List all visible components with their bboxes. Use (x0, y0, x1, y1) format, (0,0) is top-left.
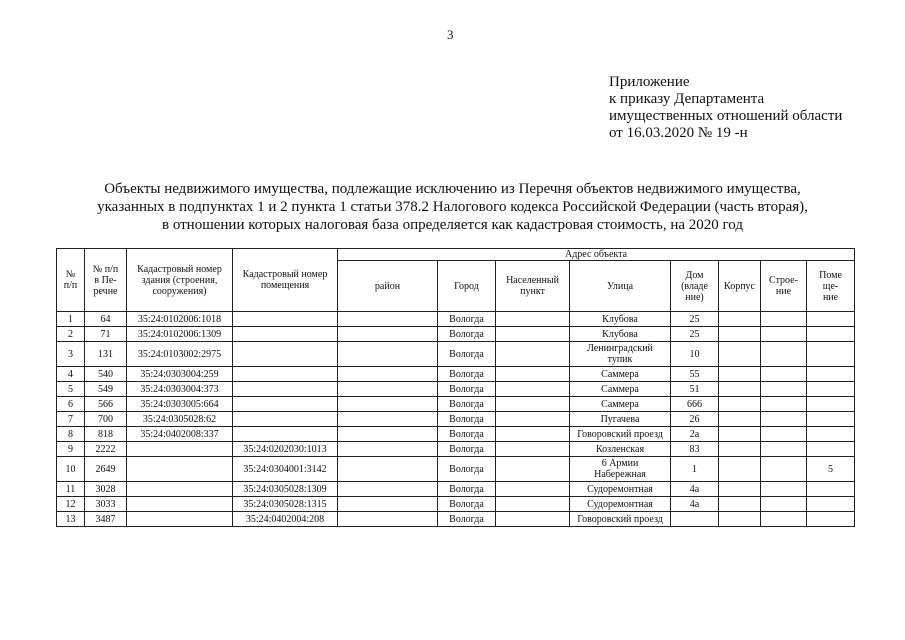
cell-corpus (719, 367, 761, 382)
cell-corpus (719, 412, 761, 427)
cell-list-num: 3487 (85, 512, 127, 527)
cell-structure (761, 512, 807, 527)
cell-room (807, 327, 855, 342)
cell-premises (233, 342, 338, 367)
cell-house: 55 (671, 367, 719, 382)
cell-list-num: 131 (85, 342, 127, 367)
cell-structure (761, 382, 807, 397)
cell-city: Вологда (438, 427, 496, 442)
cell-street: Говоровский проезд (570, 427, 671, 442)
cell-locality (496, 427, 570, 442)
cell-city: Вологда (438, 382, 496, 397)
cell-structure (761, 442, 807, 457)
cell-building (127, 482, 233, 497)
cell-premises (233, 397, 338, 412)
cell-city: Вологда (438, 397, 496, 412)
cell-building: 35:24:0102006:1309 (127, 327, 233, 342)
cell-district (338, 412, 438, 427)
cell-district (338, 342, 438, 367)
cell-premises: 35:24:0402004:208 (233, 512, 338, 527)
cell-district (338, 312, 438, 327)
cell-locality (496, 512, 570, 527)
cell-city: Вологда (438, 442, 496, 457)
header-district: район (338, 261, 438, 312)
cell-room (807, 482, 855, 497)
cell-building (127, 512, 233, 527)
cell-locality (496, 312, 570, 327)
cell-num: 5 (57, 382, 85, 397)
cell-building: 35:24:0303005:664 (127, 397, 233, 412)
cell-building: 35:24:0303004:373 (127, 382, 233, 397)
title-line: указанных в подпунктах 1 и 2 пункта 1 статьи 378.2 Налогового кодекса Российской Федерации (часть вторая), (97, 199, 808, 215)
cell-building: 35:24:0305028:62 (127, 412, 233, 427)
cell-num: 9 (57, 442, 85, 457)
cell-locality (496, 342, 570, 367)
cell-room (807, 512, 855, 527)
cell-house: 1 (671, 457, 719, 482)
cell-city: Вологда (438, 327, 496, 342)
cell-street: Козленская (570, 442, 671, 457)
cell-building (127, 457, 233, 482)
cell-room (807, 397, 855, 412)
header-list-num: № п/п в Пе- речне (85, 249, 127, 312)
cell-list-num: 64 (85, 312, 127, 327)
cell-corpus (719, 312, 761, 327)
cell-premises (233, 367, 338, 382)
cell-num: 6 (57, 397, 85, 412)
table-row (57, 427, 855, 442)
table-row (57, 312, 855, 327)
cell-num: 1 (57, 312, 85, 327)
cell-district (338, 367, 438, 382)
cell-list-num: 71 (85, 327, 127, 342)
cell-num: 4 (57, 367, 85, 382)
cell-corpus (719, 397, 761, 412)
cell-room (807, 367, 855, 382)
cell-house: 25 (671, 312, 719, 327)
cell-city: Вологда (438, 512, 496, 527)
cell-house: 4а (671, 482, 719, 497)
cell-room (807, 342, 855, 367)
cell-street: Ленинградский тупик (570, 342, 671, 367)
cell-room: 5 (807, 457, 855, 482)
header-street: Улица (570, 261, 671, 312)
cell-street: Саммера (570, 397, 671, 412)
cell-corpus (719, 342, 761, 367)
cell-corpus (719, 427, 761, 442)
cell-district (338, 512, 438, 527)
cell-city: Вологда (438, 497, 496, 512)
table-row (57, 412, 855, 427)
table-row (57, 397, 855, 412)
cell-street: Саммера (570, 367, 671, 382)
cell-locality (496, 442, 570, 457)
cell-street: Говоровский проезд (570, 512, 671, 527)
cell-list-num: 2222 (85, 442, 127, 457)
cell-num: 13 (57, 512, 85, 527)
cell-house: 10 (671, 342, 719, 367)
cell-city: Вологда (438, 367, 496, 382)
header-building-cadastral: Кадастровый номер здания (строения, сооружения) (127, 249, 233, 312)
header-locality: Населенный пункт (496, 261, 570, 312)
header-premises-cadastral: Кадастровый номер помещения (233, 249, 338, 312)
cell-house: 2а (671, 427, 719, 442)
cell-corpus (719, 457, 761, 482)
header-house: Дом (владе ние) (671, 261, 719, 312)
cell-house: 83 (671, 442, 719, 457)
cell-num: 10 (57, 457, 85, 482)
cell-premises (233, 382, 338, 397)
cell-district (338, 327, 438, 342)
header-address-group: Адрес объекта (338, 249, 855, 261)
appendix-line: от 16.03.2020 № 19 -н (609, 125, 748, 141)
cell-structure (761, 482, 807, 497)
cell-corpus (719, 512, 761, 527)
cell-num: 8 (57, 427, 85, 442)
cell-locality (496, 397, 570, 412)
cell-city: Вологда (438, 312, 496, 327)
table-row (57, 457, 855, 482)
cell-list-num: 2649 (85, 457, 127, 482)
cell-building: 35:24:0402008:337 (127, 427, 233, 442)
header-city: Город (438, 261, 496, 312)
cell-house: 25 (671, 327, 719, 342)
cell-room (807, 427, 855, 442)
cell-num: 2 (57, 327, 85, 342)
cell-premises: 35:24:0305028:1309 (233, 482, 338, 497)
cell-num: 11 (57, 482, 85, 497)
cell-district (338, 427, 438, 442)
objects-table (56, 248, 855, 527)
cell-building (127, 442, 233, 457)
cell-house (671, 512, 719, 527)
cell-building (127, 497, 233, 512)
cell-list-num: 818 (85, 427, 127, 442)
cell-corpus (719, 382, 761, 397)
cell-structure (761, 342, 807, 367)
appendix-line: к приказу Департамента (609, 91, 765, 107)
table-row (57, 512, 855, 527)
cell-locality (496, 497, 570, 512)
cell-premises (233, 312, 338, 327)
appendix-block (609, 74, 842, 142)
cell-num: 3 (57, 342, 85, 367)
cell-structure (761, 367, 807, 382)
cell-district (338, 497, 438, 512)
cell-list-num: 3033 (85, 497, 127, 512)
cell-corpus (719, 482, 761, 497)
cell-list-num: 566 (85, 397, 127, 412)
table-row (57, 367, 855, 382)
cell-premises (233, 427, 338, 442)
cell-city: Вологда (438, 482, 496, 497)
cell-street: Судоремонтная (570, 497, 671, 512)
header-room: Поме ще- ние (807, 261, 855, 312)
appendix-line: Приложение (609, 74, 690, 90)
cell-premises: 35:24:0304001:3142 (233, 457, 338, 482)
cell-room (807, 312, 855, 327)
cell-room (807, 382, 855, 397)
cell-num: 7 (57, 412, 85, 427)
cell-locality (496, 382, 570, 397)
cell-building: 35:24:0303004:259 (127, 367, 233, 382)
cell-house: 51 (671, 382, 719, 397)
header-structure: Строе- ние (761, 261, 807, 312)
cell-list-num: 540 (85, 367, 127, 382)
table-row (57, 497, 855, 512)
appendix-line: имущественных отношений области (609, 108, 843, 124)
cell-locality (496, 412, 570, 427)
cell-structure (761, 397, 807, 412)
cell-locality (496, 327, 570, 342)
cell-premises (233, 327, 338, 342)
table-row (57, 482, 855, 497)
table-row (57, 342, 855, 367)
cell-locality (496, 457, 570, 482)
title-line: Объекты недвижимого имущества, подлежащие исключению из Перечня объектов недвижимого имущества, (104, 181, 801, 197)
cell-city: Вологда (438, 412, 496, 427)
cell-corpus (719, 327, 761, 342)
title-line: в отношении которых налоговая база определяется как кадастровая стоимость, на 2020 год (161, 217, 743, 233)
cell-district (338, 482, 438, 497)
table-row (57, 442, 855, 457)
cell-street: Пугачева (570, 412, 671, 427)
cell-room (807, 442, 855, 457)
cell-structure (761, 457, 807, 482)
cell-house: 666 (671, 397, 719, 412)
page-number: 3 (447, 27, 454, 42)
cell-district (338, 442, 438, 457)
cell-structure (761, 412, 807, 427)
cell-district (338, 382, 438, 397)
cell-premises (233, 412, 338, 427)
table-row (57, 382, 855, 397)
cell-room (807, 412, 855, 427)
cell-list-num: 700 (85, 412, 127, 427)
cell-locality (496, 367, 570, 382)
cell-city: Вологда (438, 342, 496, 367)
cell-street: 6 Армии Набережная (570, 457, 671, 482)
cell-street: Саммера (570, 382, 671, 397)
cell-district (338, 457, 438, 482)
cell-corpus (719, 442, 761, 457)
cell-street: Клубова (570, 327, 671, 342)
cell-structure (761, 312, 807, 327)
cell-list-num: 549 (85, 382, 127, 397)
cell-house: 4а (671, 497, 719, 512)
cell-structure (761, 497, 807, 512)
cell-premises: 35:24:0202030:1013 (233, 442, 338, 457)
cell-list-num: 3028 (85, 482, 127, 497)
cell-district (338, 397, 438, 412)
cell-room (807, 497, 855, 512)
cell-structure (761, 327, 807, 342)
cell-street: Судоремонтная (570, 482, 671, 497)
cell-corpus (719, 497, 761, 512)
cell-house: 26 (671, 412, 719, 427)
cell-building: 35:24:0102006:1018 (127, 312, 233, 327)
cell-street: Клубова (570, 312, 671, 327)
cell-premises: 35:24:0305028:1315 (233, 497, 338, 512)
table-row (57, 327, 855, 342)
cell-city: Вологда (438, 457, 496, 482)
cell-building: 35:24:0103002:2975 (127, 342, 233, 367)
cell-locality (496, 482, 570, 497)
header-corpus: Корпус (719, 261, 761, 312)
cell-structure (761, 427, 807, 442)
header-num: № п/п (57, 249, 85, 312)
cell-num: 12 (57, 497, 85, 512)
document-title (60, 180, 845, 234)
